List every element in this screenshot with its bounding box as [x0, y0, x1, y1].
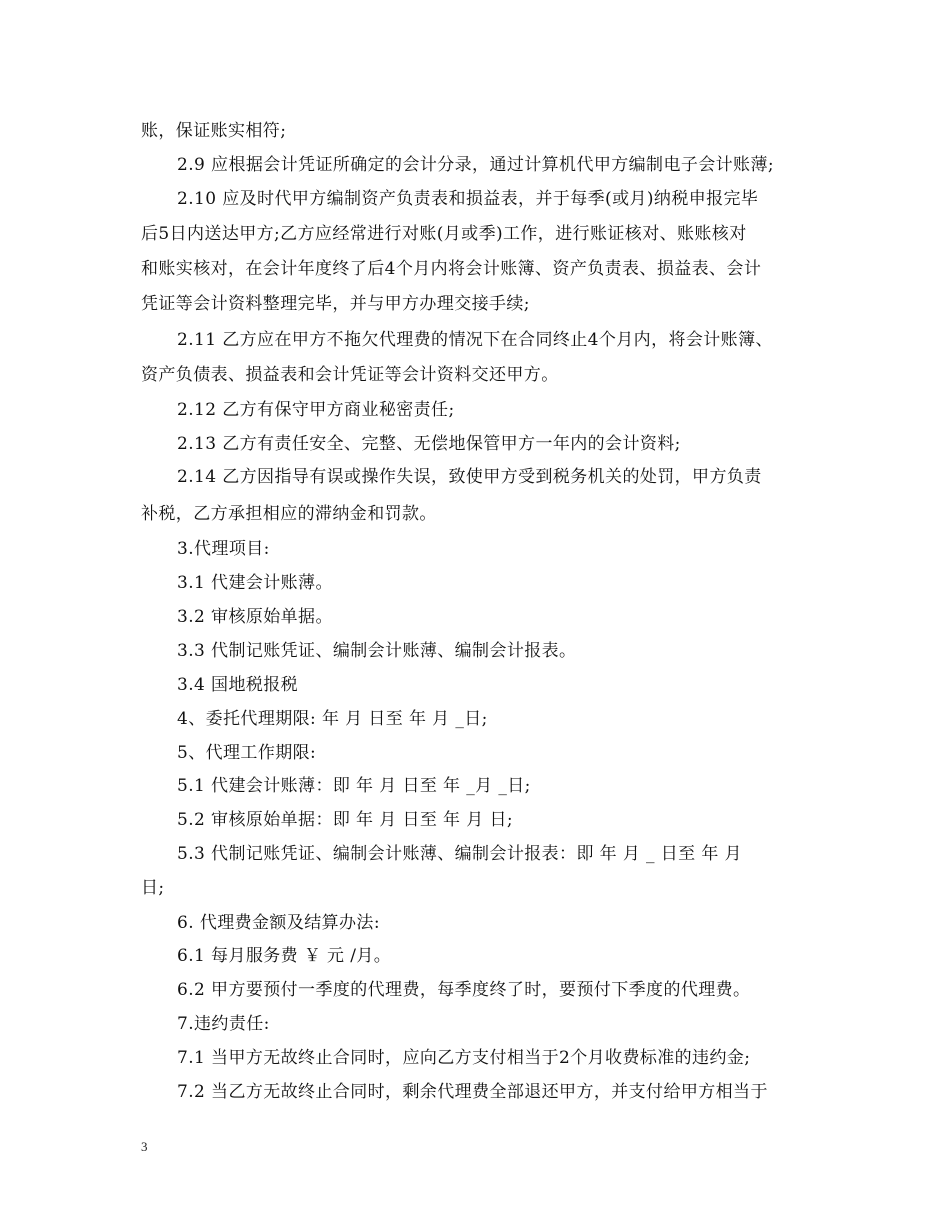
- text-line: 5.3 代制记账凭证、编制会计账薄、编制会计报表：即 年 月 _ 日至 年 月: [177, 844, 742, 864]
- text-line: 2.12 乙方有保守甲方商业秘密责任;: [177, 400, 455, 420]
- section-heading: 5、代理工作期限:: [177, 743, 317, 763]
- text-line: 7.1 当甲方无故终止合同时，应向乙方支付相当于2个月收费标准的违约金;: [177, 1048, 751, 1068]
- text-line: 5.2 审核原始单据：即 年 月 日至 年 月 日;: [177, 810, 513, 830]
- text-line: 3.1 代建会计账薄。: [177, 573, 333, 593]
- text-line: 2.9 应根据会计凭证所确定的会计分录，通过计算机代甲方编制电子会计账薄;: [177, 155, 774, 175]
- text-line: 账，保证账实相符;: [141, 121, 287, 141]
- text-line: 和账实核对，在会计年度终了后4个月内将会计账簿、资产负责表、损益表、会计: [141, 259, 762, 279]
- text-line: 3.2 审核原始单据。: [177, 607, 333, 627]
- section-heading: 3.代理项目:: [177, 539, 270, 559]
- section-heading: 4、委托代理期限: 年 月 日至 年 月 _日;: [177, 709, 488, 729]
- text-line: 后5日内送达甲方;乙方应经常进行对账(月或季)工作，进行账证核对、账账核对: [141, 224, 747, 244]
- text-line: 5.1 代建会计账薄：即 年 月 日至 年 _月 _日;: [177, 776, 531, 796]
- text-line: 2.14 乙方因指导有误或操作失误，致使甲方受到税务机关的处罚，甲方负责: [177, 467, 762, 487]
- text-line: 6.2 甲方要预付一季度的代理费，每季度终了时，要预付下季度的代理费。: [177, 980, 751, 1000]
- page-number: 3: [141, 1139, 148, 1154]
- text-line: 2.13 乙方有责任安全、完整、无偿地保管甲方一年内的会计资料;: [177, 434, 681, 454]
- text-line: 资产负债表、损益表和会计凭证等会计资料交还甲方。: [141, 365, 559, 385]
- text-line: 3.3 代制记账凭证、编制会计账薄、编制会计报表。: [177, 641, 577, 661]
- section-heading: 7.违约责任:: [177, 1014, 270, 1034]
- text-line: 6.1 每月服务费 ￥ 元 /月。: [177, 946, 392, 966]
- text-line: 补税，乙方承担相应的滞纳金和罚款。: [141, 504, 437, 524]
- text-line: 日;: [141, 878, 165, 898]
- text-line: 7.2 当乙方无故终止合同时，剩余代理费全部退还甲方，并支付给甲方相当于: [177, 1082, 768, 1102]
- text-line: 2.11 乙方应在甲方不拖欠代理费的情况下在合同终止4个月内，将会计账簿、: [177, 330, 773, 350]
- text-line: 3.4 国地税报税: [177, 675, 299, 695]
- section-heading: 6. 代理费金额及结算办法:: [177, 913, 380, 933]
- text-line: 凭证等会计资料整理完毕，并与甲方办理交接手续;: [141, 294, 530, 314]
- text-line: 2.10 应及时代甲方编制资产负责表和损益表，并于每季(或月)纳税申报完毕: [177, 189, 759, 209]
